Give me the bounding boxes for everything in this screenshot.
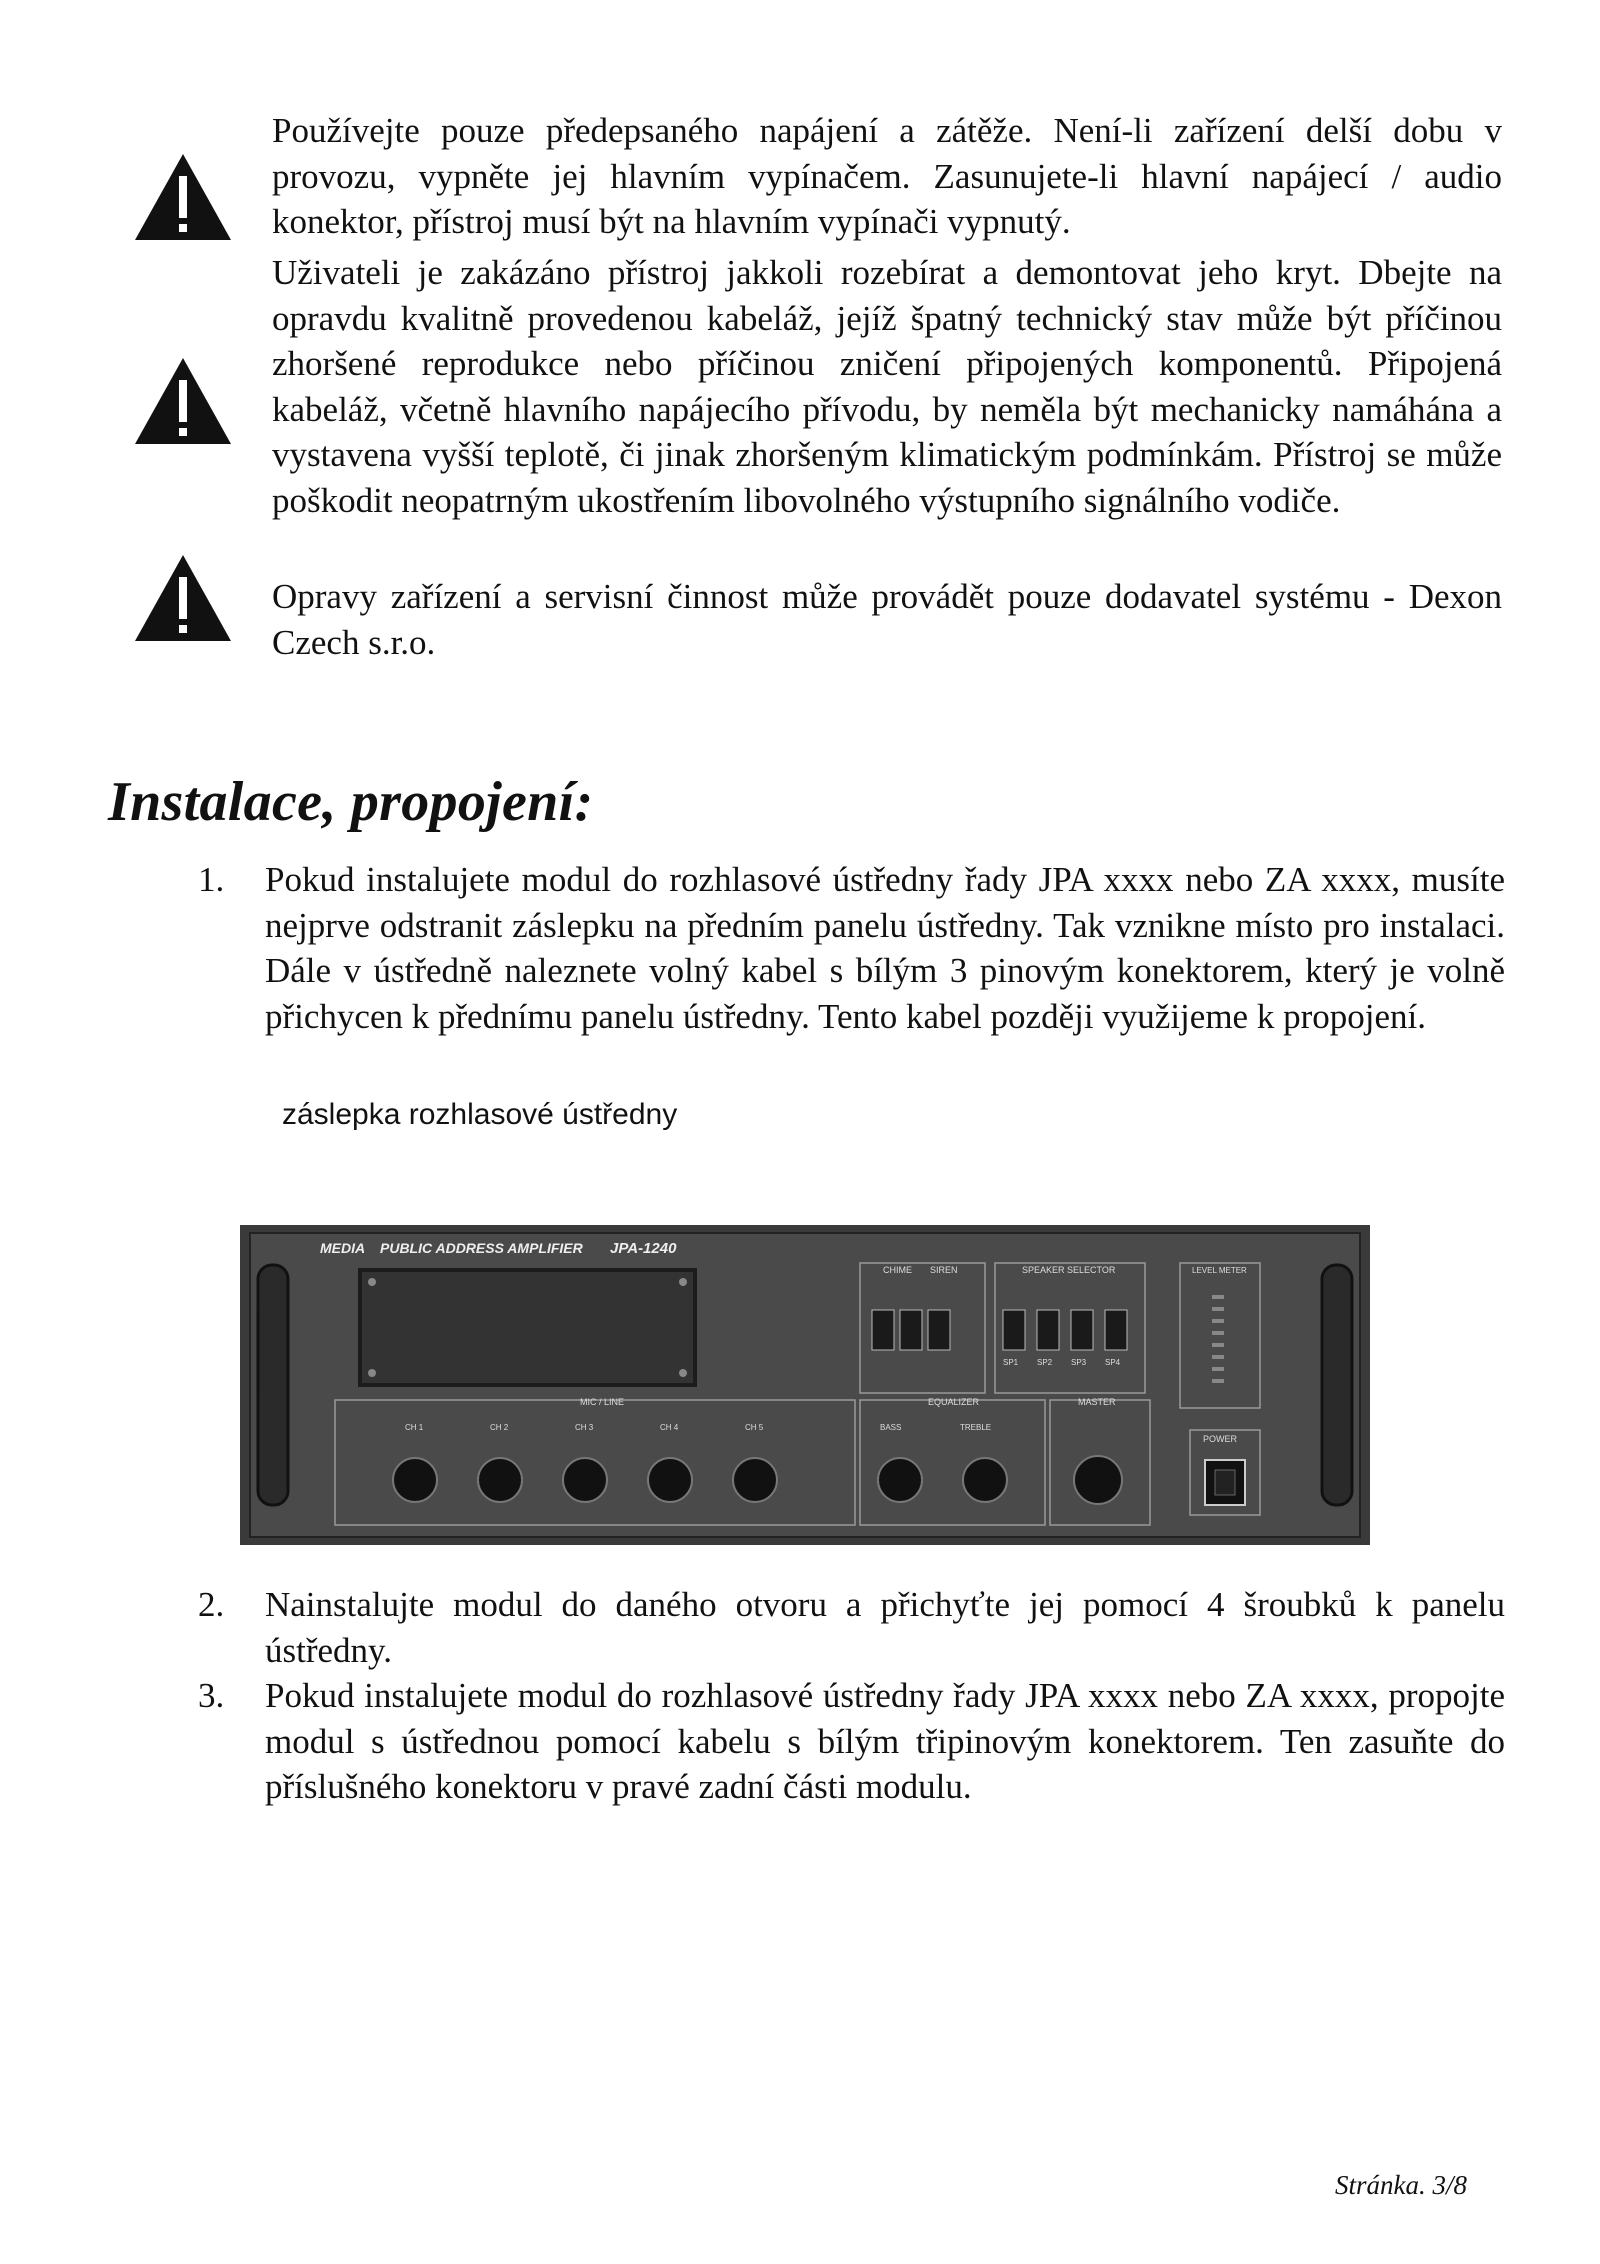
svg-text:SP2: SP2: [1037, 1358, 1053, 1367]
step-text: Pokud instalujete modul do rozhlasové ústředny řady JPA xxxx nebo ZA xxxx, musíte nejprve odstranit záslepku na předním panelu ústředny. Tak vznikne místo pro instalaci. Dále v ústředně naleznete volný kabel s bílým 3 pinovým konektorem, který je volně přichycen k přednímu panelu ústředny. Tento kabel později využijeme k propojení.: [265, 860, 1505, 1036]
svg-text:SP4: SP4: [1105, 1358, 1121, 1367]
amp-model: JPA-1240: [610, 1240, 677, 1257]
warning-text-2: Uživateli je zakázáno přístroj jakkoli rozebírat a demontovat jeho kryt. Dbejte na opravdu kvalitně provedenou kabeláž, jejíž špatný technický stav může být příčinou zhoršené reprodukce nebo příčinou zničení připojených komponentů. Připojená kabeláž, včetně hlavního napájecího přívodu, by neměla být mechanicky namáhána a vystavena vyšší teplotě, či jinak zhoršeným klimatickým podmínkám. Přístroj se může poškodit neopatrným ukostřením libovolného výstupního signálního vodiče.: [272, 253, 1502, 520]
amplifier-photo: [240, 1225, 1370, 1545]
amp-brand: MEDIA: [320, 1240, 366, 1256]
svg-text:SP1: SP1: [1003, 1358, 1019, 1367]
warning-icon: [133, 356, 233, 446]
step-number: 2.: [198, 1585, 225, 1624]
step-text: Pokud instalujete modul do rozhlasové ústředny řady JPA xxxx nebo ZA xxxx, propojte modul s ústřednou pomocí kabelu s bílým třipinovým konektorem. Ten zasuňte do příslušného konektoru v pravé zadní části modulu.: [265, 1676, 1505, 1806]
warning-paragraph: [272, 250, 1502, 531]
group-power: POWER: [1203, 1434, 1238, 1444]
step-number: 3.: [198, 1676, 225, 1715]
group-equalizer: EQUALIZER: [928, 1397, 980, 1407]
svg-text:CH 4: CH 4: [660, 1423, 679, 1432]
amp-model-label: PUBLIC ADDRESS AMPLIFIER: [380, 1240, 583, 1256]
warning-text-3: Opravy zařízení a servisní činnost může provádět pouze dodavatel systému - Dexon Czech s.r.o.: [272, 577, 1502, 662]
svg-text:SP3: SP3: [1071, 1358, 1087, 1367]
warning-paragraph: [272, 108, 1502, 253]
figure-caption: záslepka rozhlasové ústředny: [282, 1098, 678, 1131]
group-siren: SIREN: [930, 1265, 958, 1275]
warning-text-1: Používejte pouze předepsaného napájení a zátěže. Není-li zařízení delší dobu v provozu, vypněte jej hlavním vypínačem. Zasunujete-li hlavní napájecí / audio konektor, přístroj musí být na hlavním vypínači vypnutý.: [272, 111, 1502, 241]
group-chime: CHIME: [883, 1265, 912, 1275]
group-mic-line: MIC / LINE: [580, 1397, 625, 1407]
group-speaker-selector: SPEAKER SELECTOR: [1022, 1265, 1116, 1275]
warning-icon: [133, 553, 233, 643]
group-master: MASTER: [1078, 1397, 1116, 1407]
svg-text:CH 5: CH 5: [745, 1423, 764, 1432]
svg-text:TREBLE: TREBLE: [960, 1423, 992, 1432]
warning-paragraph: [272, 574, 1502, 673]
warning-icon: [133, 152, 233, 242]
step-text: Nainstalujte modul do daného otvoru a přichyťte jej pomocí 4 šroubků k panelu ústředny.: [265, 1585, 1505, 1670]
page-number: Stránka. 3/8: [1335, 2170, 1467, 2200]
step-number: 1.: [198, 860, 225, 899]
section-title: Instalace, propojení:: [108, 771, 594, 833]
svg-text:CH 3: CH 3: [575, 1423, 594, 1432]
svg-text:CH 1: CH 1: [405, 1423, 424, 1432]
svg-text:BASS: BASS: [880, 1423, 902, 1432]
svg-text:CH 2: CH 2: [490, 1423, 509, 1432]
group-level-meter: LEVEL METER: [1192, 1266, 1247, 1275]
